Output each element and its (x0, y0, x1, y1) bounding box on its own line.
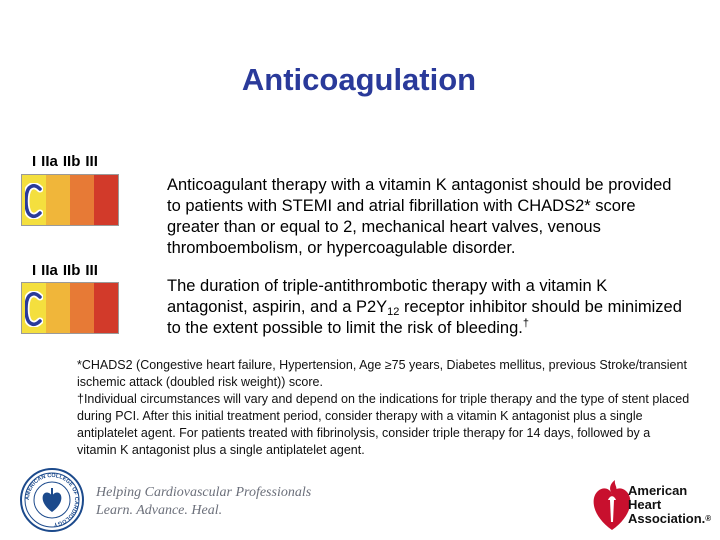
acc-tagline: Helping Cardiovascular Professionals Learn. Advance. Heal. (96, 485, 312, 518)
slide-title: Anticoagulation (241, 62, 477, 97)
class-color-bar (21, 282, 119, 334)
class-iia-segment (46, 283, 70, 333)
svg-text:AMERICAN COLLEGE OF CARDIOLOGY: AMERICAN COLLEGE OF CARDIOLOGY (24, 472, 80, 527)
acc-seal-icon (20, 468, 84, 532)
recommendation-2-text: The duration of triple-antithrombotic therapy with a vitamin K antagonist, aspirin, and a $P2Y_{12}$ receptor inhibitor should be minimized to the extent possible to limit the risk of bleeding.† (167, 277, 682, 337)
class-of-recommendation-header: I IIa IIb III (32, 262, 98, 279)
recommendation-1-text: Anticoagulant therapy with a vitamin K antagonist should be provided to patients with STEMI and atrial fibrillation with CHADS2* score greater than or equal to 2, mechanical heart valves, venous thromboembolism, or hypercoagulable disorder. (167, 176, 672, 257)
class-iii-segment (94, 175, 118, 225)
class-color-bar (21, 174, 119, 226)
footnote-individual-circumstances: †Individual circumstances will vary and depend on the indications for triple therapy and the type of stent placed during PCI. After this initial treatment period, consider therapy with a vitamin K antagonist plus a single antiplatelet agent. For patients treated with fibrinolysis, consider triple therapy for 14 days, followed by a vitamin K antagonist plus a single antiplatelet agent. (77, 392, 690, 457)
class-iib-segment (70, 283, 94, 333)
class-iii-segment (94, 283, 118, 333)
footnotes (77, 357, 692, 459)
aha-wordmark: American Heart Association.® (628, 483, 712, 526)
class-of-recommendation-header: I IIa IIb III (32, 153, 98, 170)
class-iia-segment (46, 175, 70, 225)
class-iib-segment (70, 175, 94, 225)
level-c-icon (24, 183, 44, 219)
footnote-chads2: *CHADS2 (Congestive heart failure, Hypertension, Age ≥75 years, Diabetes mellitus, previous Stroke/transient ischemic attack (doubled risk weight)) score. (77, 358, 687, 389)
level-c-icon (24, 291, 44, 327)
